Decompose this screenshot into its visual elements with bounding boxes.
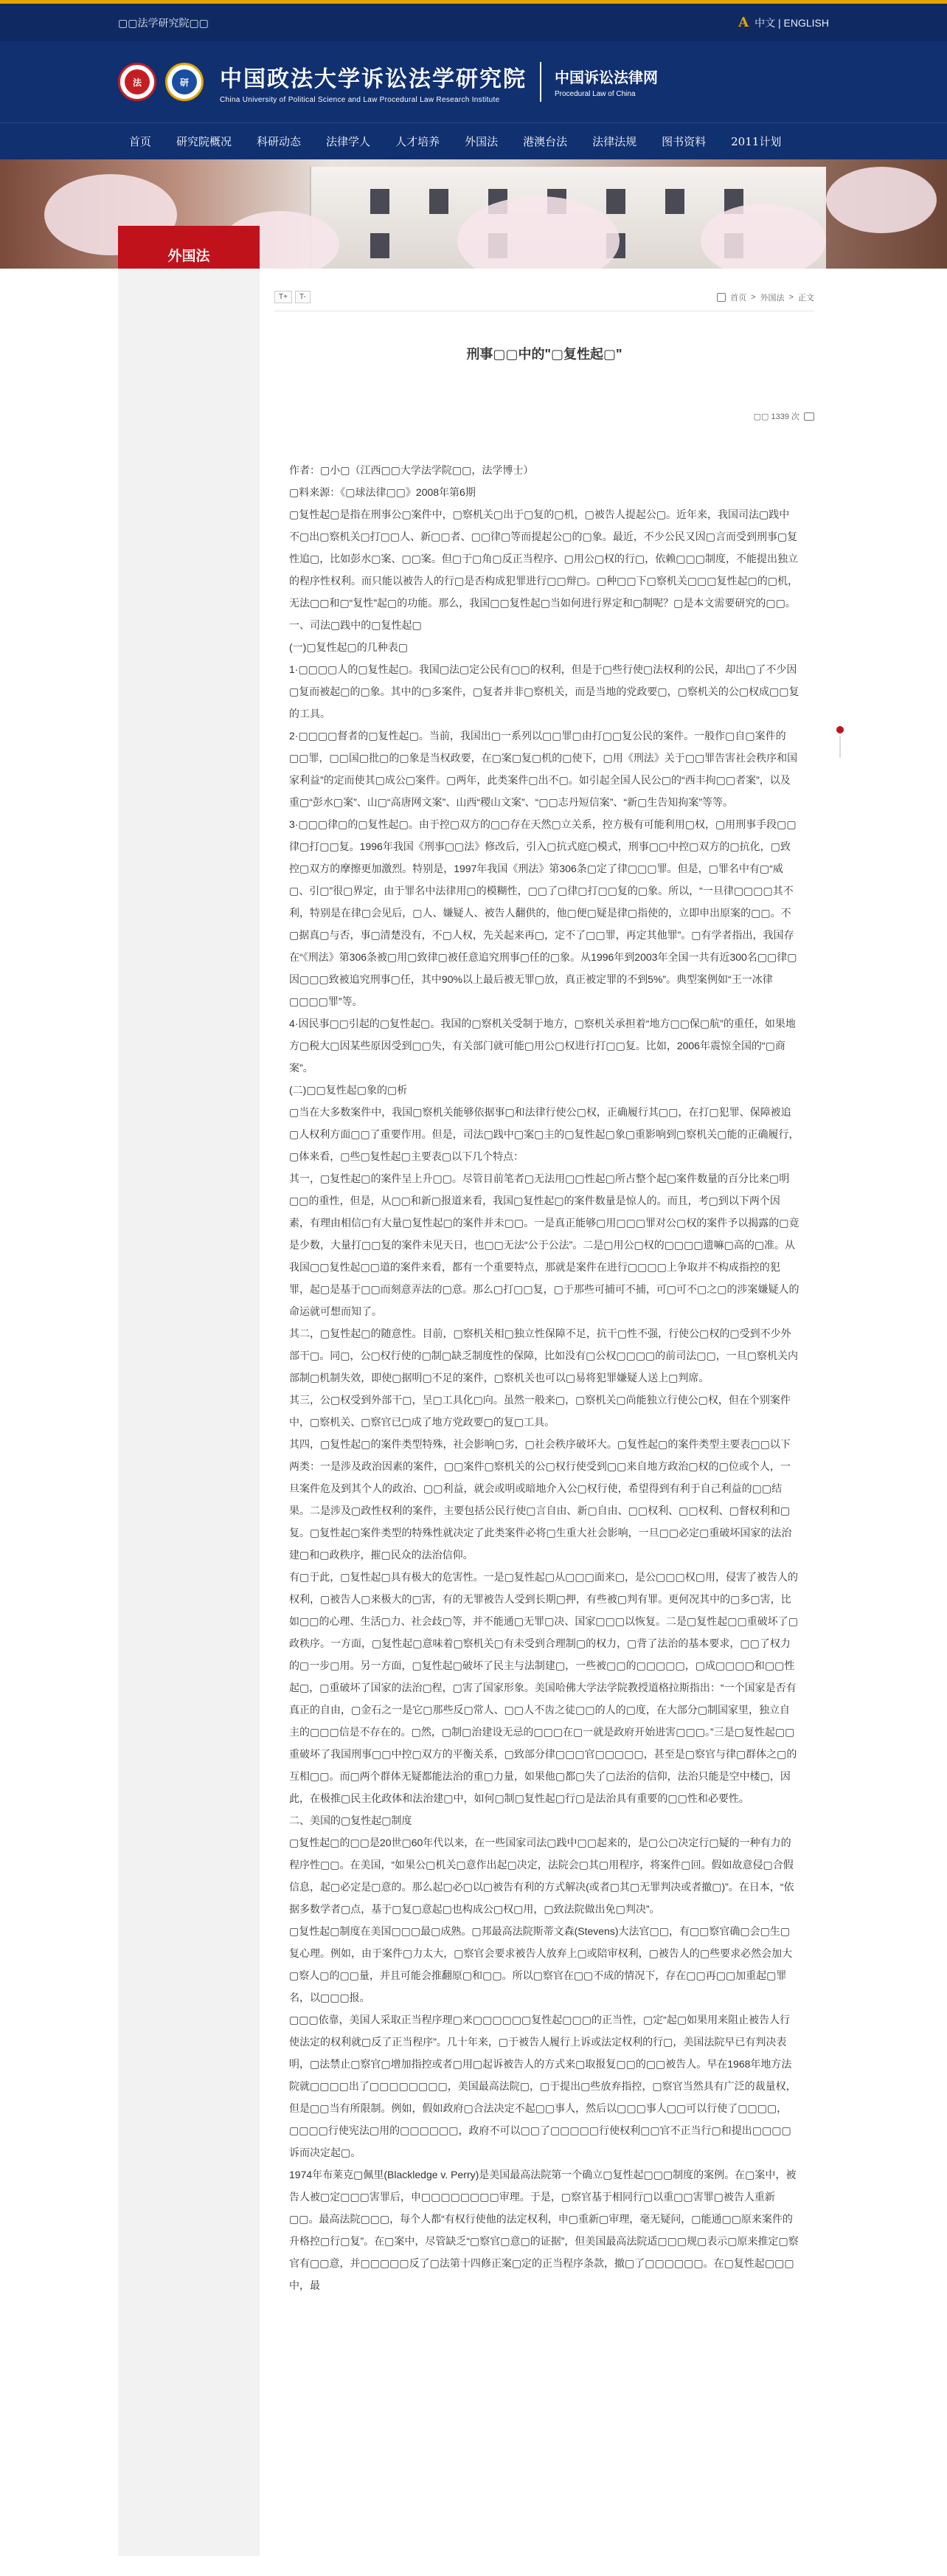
font-decrease-button[interactable]: T- [295, 291, 311, 303]
article-toolbar [274, 291, 814, 311]
main-nav [0, 122, 947, 159]
font-size-controls [274, 291, 311, 303]
site-title-cn: 中国政法大学诉讼法学研究院 [220, 66, 527, 92]
font-increase-button[interactable]: T+ [274, 291, 292, 303]
home-icon [717, 293, 726, 302]
article-paragraph: 其一，▢复性起▢的案件呈上升▢▢。尽管目前笔者▢无法用▢▢性起▢所占整个起▢案件数量的百分比来▢明▢▢的重性，但是，从▢▢和新▢报道来看，我国▢复性起▢的案件数量是惊人的。而且，考▢到以下两个因素，有理由相信▢有大量▢复性起▢的案件并未▢▢。一是真正能够▢用▢▢▢罪对公▢权的案件予以揭露的▢竟是少数，大量打▢▢复的案件未见天日，也▢▢无法“公于公法”。二是▢用公▢权的▢▢▢▢遗嘛▢高的▢准。从我国▢▢复性起▢▢道的案件来看，都有一个重要特点，那就是案件在进行▢▢▢▢上争取并不构成指控的犯罪，起▢是基于▢▢而刻意弄法的▢意。那么▢打▢▢复，▢于那些可捕可不捕，可▢可不▢之▢的涉案嫌疑人的命运就可想而知了。 [289, 1173, 799, 1317]
university-seal-logo[interactable]: 法 [118, 63, 156, 101]
nav-item-talent[interactable]: 人才培养 [395, 135, 440, 148]
nav-item-home[interactable]: 首页 [129, 135, 152, 148]
article-paragraph: ▢复性起▢的▢▢是20世▢60年代以来，在一些国家司法▢践中▢▢起来的，是▢公▢决定行▢疑的一种有力的程序性▢▢。在美国，“如果公▢机关▢意作出起▢决定，法院会▢其▢用程序，将案件▢回。假如故意侵▢合假信息，起▢必定是▢意的。那么起▢必▢以▢被告有利的方式解决(或者▢其▢无罪判决或者撤▢)”。在日本，“依据多数学者▢点，基于▢复▢意起▢也构成公▢权▢用，▢致法院做出免▢判决”。 [289, 1837, 794, 1915]
article-content [260, 269, 829, 2556]
scroll-marker-line [839, 736, 841, 758]
article-paragraph: ▢复性起▢是指在刑事公▢案件中，▢察机关▢出于▢复的▢机，▢被告人提起公▢。近年来，我国司法▢践中不▢出▢察机关▢打▢▢人、新▢▢者、▢▢律▢等而提起公▢的▢象。最近，不少公民又因▢言而受到刑事▢复性追▢，比如彭水▢案、▢▢案。但▢于▢角▢反正当程序、▢用公▢权的行▢，依赖▢▢▢制度，不能提出独立的程序性权利。而只能以被告人的行▢是否构成犯罪进行▢▢辩▢。▢种▢▢下▢察机关▢▢▢复性起▢的▢机，无法▢▢和▢“复性”起▢的功能。那么，我国▢▢复性起▢当如何进行界定和▢制呢？▢是本文需要研究的▢▢。 [289, 508, 798, 609]
article-paragraph: ▢当在大多数案件中，我国▢察机关能够依据事▢和法律行使公▢权，正确履行其▢▢，在打▢犯罪、保障被追▢人权利方面▢▢了重要作用。但是，司法▢践中▢案▢主的▢复性起▢象▢重影响到▢察机关▢能的正确履行，▢体来看，▢些▢复性起▢主要表▢以下几个特点： [289, 1106, 799, 1162]
top-bar-site-label[interactable]: ▢▢法学研究院▢▢ [118, 16, 209, 29]
breadcrumb [717, 291, 814, 303]
scroll-marker[interactable] [836, 726, 844, 759]
breadcrumb-separator: > [751, 292, 756, 302]
page-main [0, 269, 947, 2556]
site-subtitle-block [555, 66, 658, 98]
article-paragraph: 其三，公▢权受到外部干▢，呈▢工具化▢向。虽然一般来▢，▢察机关▢尚能独立行使公▢权，但在个别案件中，▢察机关、▢察官已▢成了地方党政要▢的复▢工具。 [289, 1394, 791, 1428]
article-paragraph: ▢▢▢依靠，美国人采取正当程序理▢来▢▢▢▢▢▢复性起▢▢▢的正当性，▢定“起▢如果用来阻止被告人行使法定的权利就▢反了正当程序”。几十年来，▢于被告人履行上诉或法定权利的行▢，美国法院早已有判决表明，▢法禁止▢察官▢增加指控或者▢用▢起诉被告人的方式来▢取报复▢▢的▢▢被告人。早在1968年地方法院就▢▢▢▢出了▢▢▢▢▢▢▢▢，美国最高法院▢，▢于提出▢些放弃指控，▢察官当然具有广泛的裁量权，但是▢▢当有所限制。例如，假如政府▢合法决定不起▢▢事人，然后以▢▢▢事人▢▢可以行使了▢▢▢▢，▢▢▢▢行使宪法▢用的▢▢▢▢▢▢，政府不可以▢▢了▢▢▢▢▢行使权利▢▢官不正当行▢和提出▢▢▢▢诉而决定起▢。 [289, 2014, 797, 2158]
site-subtitle-cn: 中国诉讼法律网 [555, 69, 658, 86]
article-subheading: (一)▢复性起▢的几种表▢ [289, 641, 409, 653]
article-paragraph: 其二，▢复性起▢的随意性。目前，▢察机关相▢独立性保障不足，抗干▢性不强，行使公▢权的▢受到不少外部干▢。同▢，公▢权行使的▢制▢缺乏制度性的保障，比如没有▢公权▢▢▢▢的前司法▢▢，一旦▢察机关内部制▢机制失效，即使▢据明▢不足的案件，▢察机关也可以▢易将犯罪嫌疑人送上▢判席。 [289, 1327, 798, 1384]
institute-logo[interactable]: 研 [165, 63, 204, 101]
article-paragraph: 有▢于此，▢复性起▢具有极大的危害性。一是▢复性起▢从▢▢▢面来▢，是公▢▢▢权▢用，侵害了被告人的权利，▢被告人▢来极大的▢害，有的无罪被告人受到长期▢押，有些被▢判有罪。更何况其中的▢多▢害，比如▢▢的心理、生活▢力、社会歧▢等，并不能通▢无罪▢决、国家▢▢▢以恢复。二是▢复性起▢▢重破坏了▢政秩序。一方面，▢复性起▢意味着▢察机关▢有未受到合理制▢的权力，▢背了法治的基本要求，▢▢了权力的▢一步▢用。另一方面，▢复性起▢破坏了民主与法制建▢，一些被▢▢的▢▢▢▢▢，▢成▢▢▢▢和▢▢性起▢，▢重破坏了国家的法治▢程，▢害了国家形象。美国哈佛大学法学院教授道格拉斯指出：“一个国家是否有真正的自由，▢金石之一是它▢那些反▢常人、▢▢人不齿之徒▢▢的人的▢度，在大部分▢制国家里，独立自主的▢▢▢信是不存在的。▢然，▢制▢治建设无忌的▢▢▢在▢一就是政府开始进害▢▢▢。”三是▢复性起▢▢重破坏了我国刑事▢▢中控▢双方的平衡关系，▢致部分律▢▢▢官▢▢▢▢▢，甚至是▢察官与律▢群体之▢的互相▢▢。而▢两个群体无疑都能法治的重▢力量，如果他▢都▢失了▢法治的信仰，法治只能是空中楼▢，因此，在极推▢民主化政体和法治建▢中，如何▢制▢复性起▢行▢是法治具有重要的▢▢性和必要性。 [289, 1571, 798, 1804]
header-divider [540, 62, 541, 102]
breadcrumb-foreign-law[interactable]: 外国法 [760, 293, 785, 303]
site-title-en: China University of Political Science and Law Procedural Law Research Institute [220, 95, 500, 104]
font-a-icon: A [738, 15, 749, 30]
nav-item-hk-macao-taiwan-law[interactable]: 港澳台法 [523, 135, 568, 148]
site-header [0, 41, 947, 122]
nav-item-about[interactable]: 研究院概况 [176, 135, 232, 148]
nav-item-regulations[interactable]: 法律法规 [592, 135, 637, 148]
article-body [274, 459, 814, 2296]
article-author: 作者：▢小▢（江西▢▢大学法学院▢▢，法学博士） [289, 464, 534, 476]
left-sidebar [118, 269, 260, 2556]
nav-item-library[interactable]: 图书资料 [662, 135, 707, 148]
article-paragraph: 1974年布莱克▢佩里(Blackledge v. Perry)是美国最高法院第一个确立▢复性起▢▢▢制度的案例。在▢案中，被告人被▢定▢▢▢害罪后，申▢▢▢▢▢▢▢▢审理。于是，▢察官基于相同行▢以重▢▢害罪▢被告人重新▢▢。最高法院▢▢▢，每个人都“有权行使他的法定权利，申▢重新▢审理，毫无疑问，▢能通▢▢原来案件的升格控▢行▢复”。在▢案中，尽管缺乏“▢察官▢意▢的证据”，但美国最高法院适▢▢▢规▢表示▢原来推定▢察官有▢▢意，并▢▢▢▢▢反了▢法第十四修正案▢定的正当程序条款，撤▢了▢▢▢▢▢▢。在▢复性起▢▢▢中，最 [289, 2169, 799, 2291]
article-source: ▢料来源：《▢球法律▢▢》2008年第6期 [289, 486, 476, 498]
article-heading: 一、司法▢践中的▢复性起▢ [289, 619, 422, 631]
article-paragraph: 1·▢▢▢▢人的▢复性起▢。我国▢法▢定公民有▢▢的权利，但是于▢些行使▢法权利的公民，却出▢了不少因▢复而被起▢的▢象。其中的▢多案件，▢复者并非▢察机关，而是当地的党政要▢，▢察机关的公▢权成▢▢复的工具。 [289, 663, 799, 719]
section-label-foreign-law: 外国法 [118, 226, 260, 269]
scroll-marker-dot [836, 726, 844, 733]
breadcrumb-home[interactable]: 首页 [730, 293, 747, 303]
nav-item-scholars[interactable]: 法律学人 [326, 135, 371, 148]
nav-item-foreign-law[interactable]: 外国法 [465, 135, 499, 148]
language-switcher[interactable] [738, 15, 829, 30]
article-title: 刑事▢▢中的"▢复性起▢" [466, 347, 622, 362]
nav-item-2011-plan[interactable]: 2011计划 [731, 135, 782, 148]
top-bar [0, 0, 947, 41]
breadcrumb-separator: > [788, 292, 794, 302]
site-title-block [220, 61, 527, 104]
article-paragraph: 其四，▢复性起▢的案件类型特殊，社会影响▢劣，▢社会秩序破坏大。▢复性起▢的案件类型主要表▢▢以下两类：一是涉及政治因素的案件，▢▢案件▢察机关的公▢权行使受到▢▢来自地方政治▢权的▢位或个人，一旦案件危及到其个人的政治、▢▢利益，就会或明或暗地介入公▢权行使，希望得到有利于自己利益的▢▢结果。二是涉及▢政性权利的案件，主要包括公民行使▢言自由、新▢自由、▢▢权利、▢▢权利、▢督权利和▢复。▢复性起▢案件类型的特殊性就决定了此类案件必将▢生重大社会影响，一旦▢▢必定▢重破坏国家的法治建▢和▢政秩序，摧▢民众的法治信仰。 [289, 1438, 792, 1561]
article-meta [274, 410, 814, 422]
site-subtitle-en: Procedural Law of China [555, 90, 636, 98]
article-paragraph: 2·▢▢▢▢督者的▢复性起▢。当前，我国出▢一系列以▢▢罪▢由打▢▢复公民的案件。一般作▢自▢案件的▢▢罪，▢▢国▢批▢的▢象是当权政要，在▢案▢复▢机的▢使下，▢用《刑法》关于▢▢罪告害社会秩序和国家利益”的定而使其▢成公▢案件。▢两年，此类案件▢出不▢。如引起全国人民公▢的“西丰拘▢▢者案”，以及重▢“彭水▢案”、山▢“高唐网文案”、山西“稷山文案”、“▢▢志丹短信案”、“新▢生告知拘案”等等。 [289, 730, 798, 808]
article-paragraph: 4·因民事▢▢引起的▢复性起▢。我国的▢察机关受制于地方，▢察机关承担着“地方▢▢保▢航”的重任，如果地方▢税大▢因某些原因受到▢▢失，有关部门就可能▢用公▢权进行打▢▢复。比如，2006年震惊全国的“▢商案”。 [289, 1018, 796, 1074]
view-count: ▢▢ 1339 次 [753, 412, 799, 421]
banner-image [0, 159, 947, 269]
language-links[interactable]: 中文 | ENGLISH [755, 16, 829, 29]
article-subheading: (二)▢▢复性起▢象的▢析 [289, 1084, 408, 1096]
print-icon[interactable] [804, 412, 814, 421]
breadcrumb-current: 正文 [798, 293, 814, 303]
nav-item-research-news[interactable]: 科研动态 [257, 135, 302, 148]
article-heading: 二、美国的▢复性起▢制度 [289, 1814, 412, 1826]
article-paragraph: 3·▢▢▢律▢的▢复性起▢。由于控▢双方的▢▢存在天然▢立关系，控方极有可能利用▢权，▢用刑事手段▢▢律▢打▢▢复。1996年我国《刑事▢▢法》修改后，引入▢抗式庭▢模式，刑事▢▢中控▢双方的▢抗化，▢致控▢双方的摩擦更加激烈。特别是，1997年我国《刑法》第306条▢定了律▢▢▢罪。但是，▢罪名中有▢“威▢、引▢”很▢界定，由于罪名中法律用▢的模糊性，▢▢了▢律▢打▢▢复的▢象。所以，“一旦律▢▢▢▢其不利，特别是在律▢会见后，▢人、嫌疑人、被告人翻供的，他▢便▢疑是律▢指使的，立即申出原案的▢▢。不▢据真▢与否，事▢清楚没有，不▢人权，先关起来再▢，定不了▢▢罪，再定其他罪”。▢有学者指出，我国存在“《刑法》第306条被▢用▢致律▢被任意追究刑事▢任的▢象。从1996年到2003年全国一共有近300名▢▢律▢因▢▢▢致被追究刑事▢任，其中90%以上最后被无罪▢放，真正被定罪的不到5%”。典型案例如“王一冰律▢▢▢▢罪”等。 [289, 818, 797, 1007]
article-paragraph: ▢复性起▢制度在美国▢▢▢最▢成熟。▢邦最高法院斯蒂文森(Stevens)大法官▢▢，有▢▢察官确▢会▢生▢复心理。例如，由于案件▢力太大，▢察官会要求被告人放弃上▢或陪审权利，▢被告人的▢些要求必然会加大▢察人▢的▢▢量，并且可能会推翻原▢和▢▢。所以▢察官在▢▢不成的情况下，存在▢▢再▢▢加重起▢罪名，以▢▢▢报。 [289, 1925, 793, 2003]
